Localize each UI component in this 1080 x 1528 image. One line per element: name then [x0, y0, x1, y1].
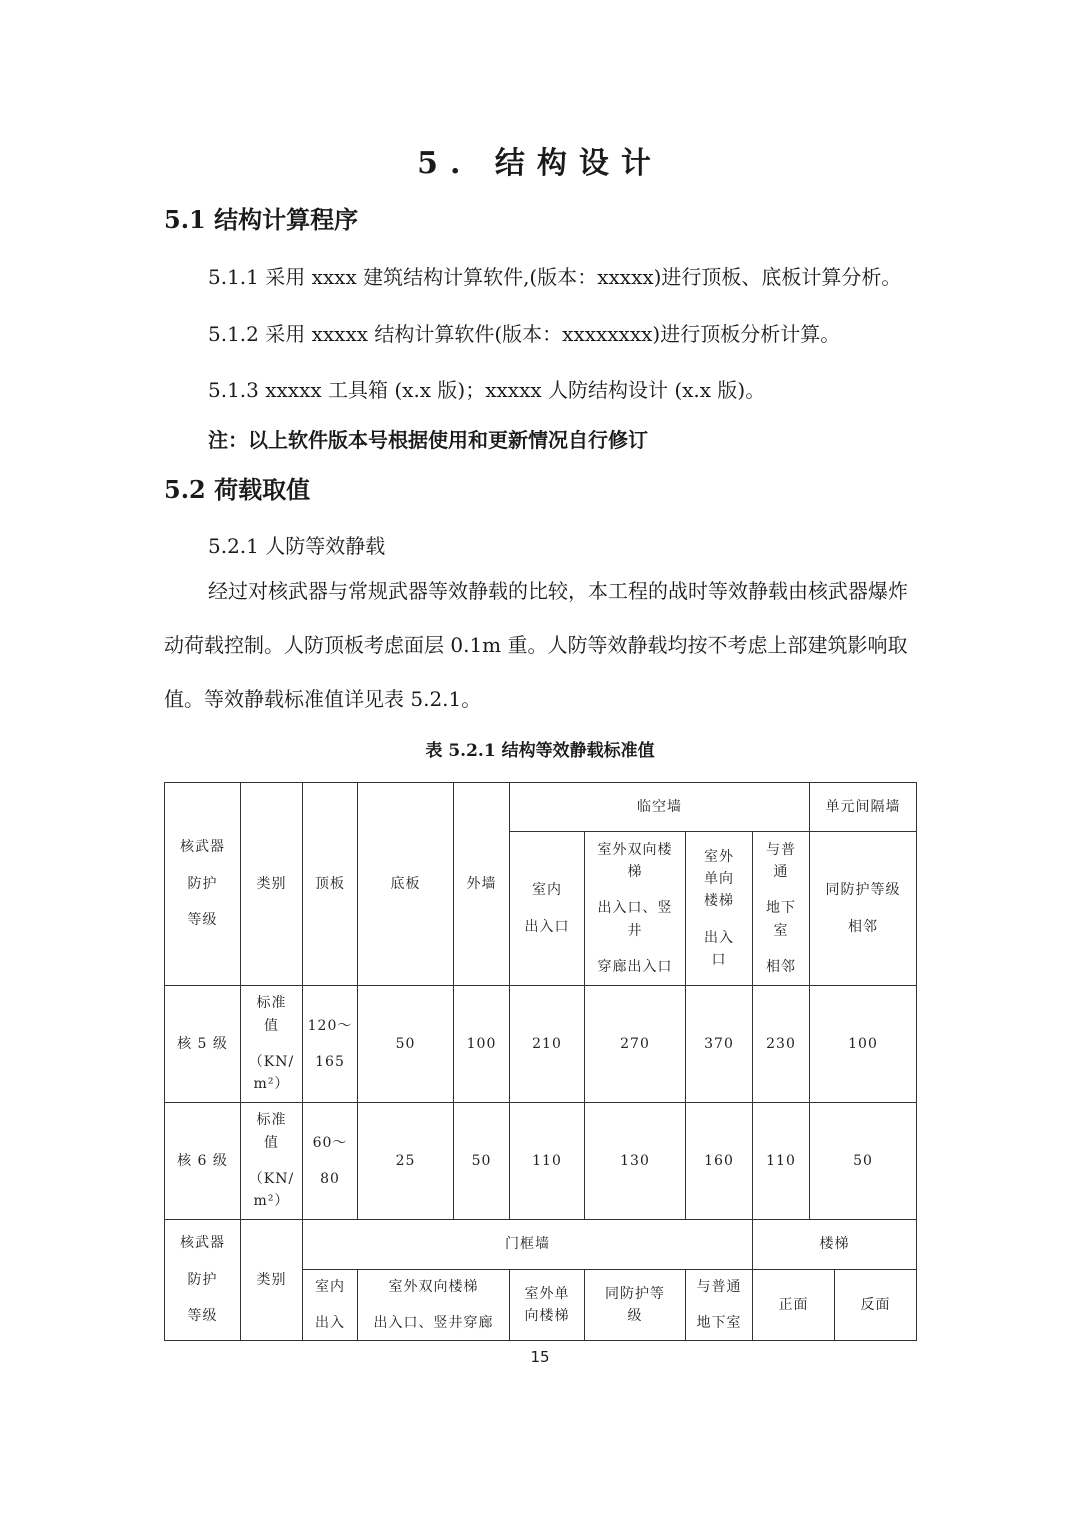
row-type: 标准 值 （KN/ m²） [241, 986, 303, 1103]
sub-single-stairs: 室外 单向 楼梯 出入 口 [686, 832, 753, 986]
door-indoor: 室内 出入 [303, 1270, 358, 1341]
header-floor: 底板 [358, 783, 454, 986]
header-type-2: 类别 [241, 1220, 303, 1341]
header-level: 核武器 防护 等级 [165, 783, 241, 986]
table-caption: 表 5.2.1 结构等效静载标准值 [425, 741, 655, 761]
row-value: 160 [686, 1103, 753, 1220]
row-value: 370 [686, 986, 753, 1103]
header-stairs: 楼梯 [753, 1220, 917, 1270]
sub-basement-adjacent: 与普 通 地下 室 相邻 [753, 832, 810, 986]
table-row [165, 1103, 917, 1220]
row-value: 100 [454, 986, 510, 1103]
door-same-level: 同防护等 级 [585, 1270, 686, 1341]
header-roof: 顶板 [303, 783, 358, 986]
section-5-2-title: 5.2 荷载取值 [164, 475, 311, 504]
stairs-front: 正面 [753, 1270, 835, 1341]
row-value: 50 [810, 1103, 917, 1220]
item-5-1-3: 5.1.3 xxxxx 工具箱 (x.x 版)；xxxxx 人防结构设计 (x.x 版)。 [208, 378, 766, 402]
sub-double-stairs: 室外双向楼 梯 出入口、竖 井 穿廊出入口 [585, 832, 686, 986]
row-value: 110 [510, 1103, 585, 1220]
chapter-title: 5. 结构设计 [417, 146, 663, 181]
table-row [165, 986, 917, 1103]
page-number: 15 [530, 1348, 550, 1366]
row-value: 230 [753, 986, 810, 1103]
row-value: 130 [585, 1103, 686, 1220]
row-type: 标准 值 （KN/ m²） [241, 1103, 303, 1220]
software-note: 注：以上软件版本号根据使用和更新情况自行修订 [208, 428, 648, 452]
row-level: 核 5 级 [165, 986, 241, 1103]
load-table [164, 782, 917, 1341]
row-value: 210 [510, 986, 585, 1103]
row-value: 50 [454, 1103, 510, 1220]
row-roof: 120～ 165 [303, 986, 358, 1103]
load-paragraph: 经过对核武器与常规武器等效静载的比较，本工程的战时等效静载由核武器爆炸动荷载控制。人防顶板考虑面层 0.1m 重。人防等效静载均按不考虑上部建筑影响取值。等效静载标准值详见表 5.2.1。 [164, 579, 908, 711]
row-value: 100 [810, 986, 917, 1103]
header-level-2: 核武器 防护 等级 [165, 1220, 241, 1341]
row-value: 270 [585, 986, 686, 1103]
row-value: 110 [753, 1103, 810, 1220]
door-basement: 与普通 地下室 [686, 1270, 753, 1341]
door-single-stairs: 室外单 向楼梯 [510, 1270, 585, 1341]
stairs-back: 反面 [835, 1270, 917, 1341]
header-door-frame-wall: 门框墙 [303, 1220, 753, 1270]
row-value: 25 [358, 1103, 454, 1220]
item-5-1-1: 5.1.1 采用 xxxx 建筑结构计算软件,(版本：xxxxx)进行顶板、底板计算分析。 [208, 265, 902, 289]
door-double-stairs: 室外双向楼梯 出入口、竖井穿廊 [358, 1270, 510, 1341]
row-roof: 60～ 80 [303, 1103, 358, 1220]
sub-indoor: 室内 出入口 [510, 832, 585, 986]
sub-same-level-adjacent: 同防护等级 相邻 [810, 832, 917, 986]
section-5-1-title: 5.1 结构计算程序 [164, 205, 359, 234]
header-linkong-wall: 临空墙 [510, 783, 810, 832]
header-unit-wall: 单元间隔墙 [810, 783, 917, 832]
subsection-5-2-1: 5.2.1 人防等效静载 [208, 534, 386, 558]
header-outer-wall: 外墙 [454, 783, 510, 986]
row-value: 50 [358, 986, 454, 1103]
item-5-1-2: 5.1.2 采用 xxxxx 结构计算软件(版本：xxxxxxxx)进行顶板分析计算。 [208, 322, 841, 346]
row-level: 核 6 级 [165, 1103, 241, 1220]
header-type: 类别 [241, 783, 303, 986]
